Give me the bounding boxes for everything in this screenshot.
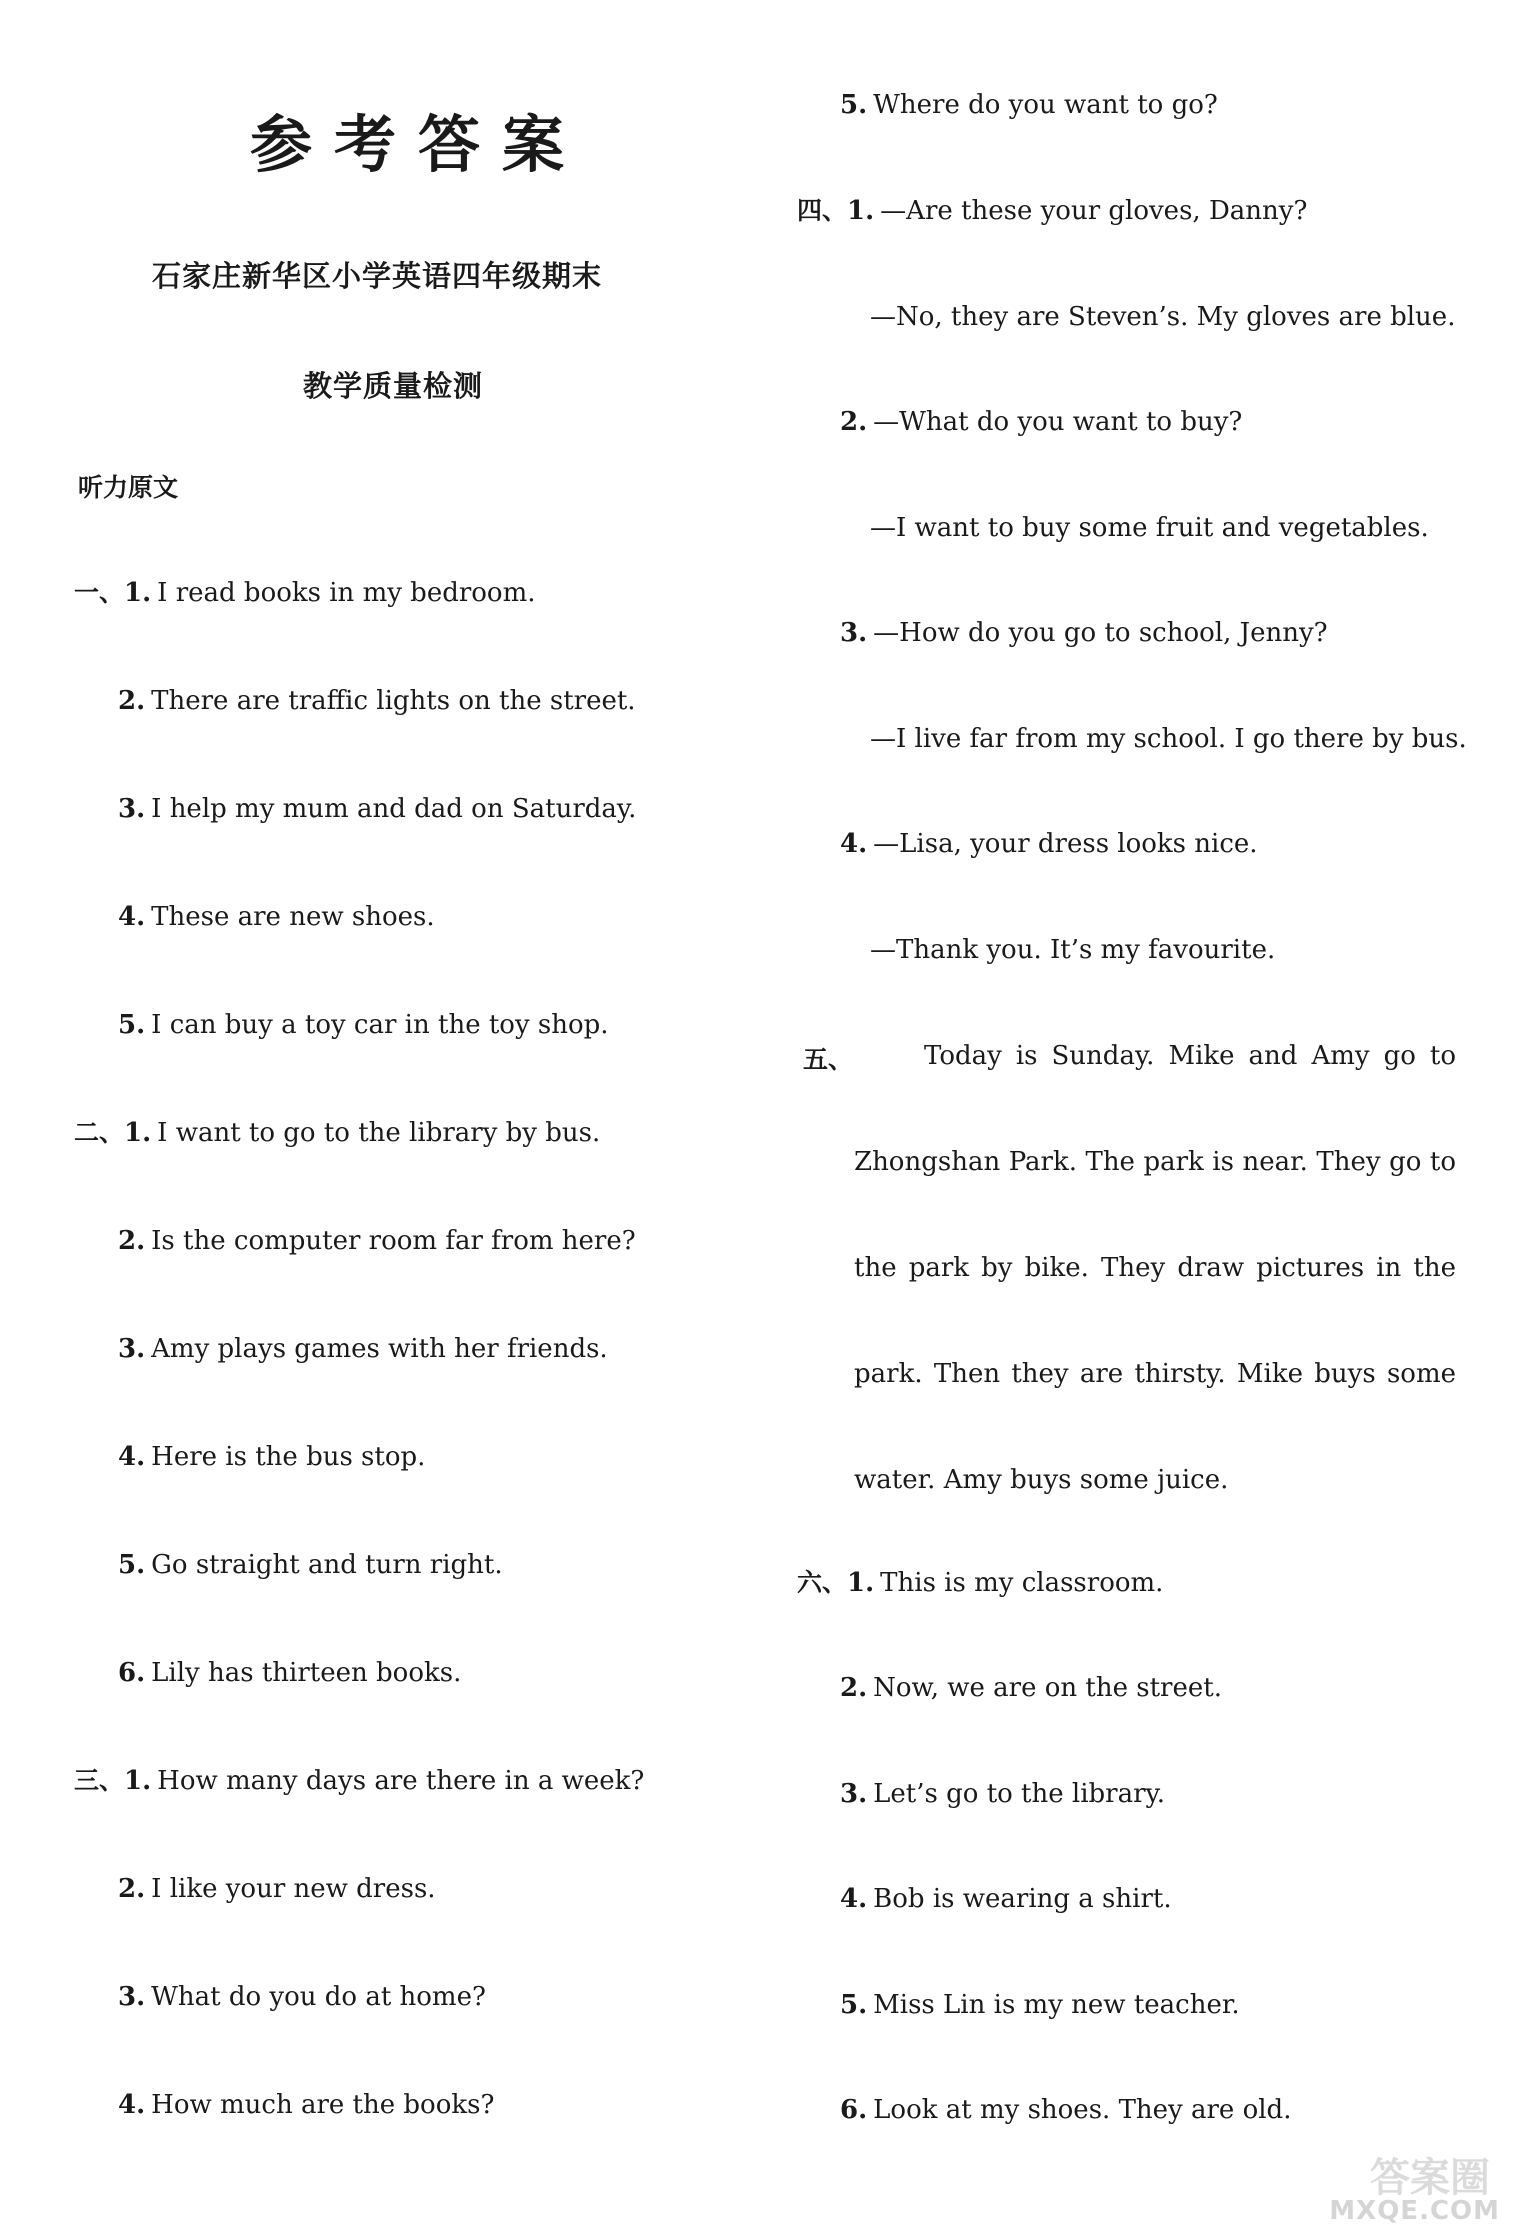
s6-item-1	[797, 1566, 1163, 1600]
s2-item-4	[118, 1440, 425, 1474]
item-text: How much are the books?	[151, 2090, 495, 2120]
listening-transcript-label: 听力原文	[78, 473, 179, 502]
watermark-logo-text: 答案圈	[1370, 2155, 1490, 2201]
item-text: I can buy a toy car in the toy shop.	[151, 1010, 609, 1040]
s1-item-5	[118, 1008, 609, 1042]
s2-item-5	[118, 1548, 503, 1582]
s4-item-3-question	[840, 616, 1328, 650]
s6-item-6	[840, 2093, 1291, 2127]
item-text: There are traffic lights on the street.	[151, 686, 636, 716]
section-marker: 一、	[74, 578, 125, 607]
item-text: —No, they are Steven’s. My gloves are blue.	[870, 302, 1456, 332]
item-text: Lily has thirteen books.	[151, 1658, 462, 1688]
item-number: 1.	[124, 1118, 152, 1148]
item-text: Here is the bus stop.	[151, 1442, 426, 1472]
item-text: I want to go to the library by bus.	[157, 1118, 601, 1148]
watermark-logo	[1320, 2146, 1500, 2226]
item-text: Now, we are on the street.	[873, 1673, 1222, 1703]
item-number: 4.	[840, 829, 868, 859]
item-number: 1.	[847, 196, 875, 226]
s5-paragraph: Today is Sunday. Mike and Amy go to Zhongshan Park. The park is near. They go to the park by bike. They draw pictures in the park. Then they are thirsty. Mike buys some water. Amy buys some juice.	[854, 1041, 1456, 1495]
item-text: Let’s go to the library.	[873, 1779, 1166, 1809]
item-number: 3.	[118, 1982, 146, 2012]
item-number: 4.	[118, 2090, 146, 2120]
watermark-url: MXQE.COM	[1329, 2196, 1500, 2226]
item-number: 3.	[118, 794, 146, 824]
s2-item-6	[118, 1656, 461, 1690]
item-number: 2.	[840, 1673, 868, 1703]
section-marker: 三、	[74, 1766, 125, 1795]
item-text: —Thank you. It’s my favourite.	[870, 935, 1276, 965]
item-number: 1.	[124, 578, 152, 608]
s4-item-1-answer	[870, 300, 1455, 334]
s6-item-2	[840, 1671, 1222, 1705]
item-number: 2.	[118, 1874, 146, 1904]
s3-item-5	[840, 88, 1218, 122]
item-text: —Lisa, your dress looks nice.	[873, 829, 1258, 859]
s3-item-1	[74, 1764, 644, 1798]
item-text: How many days are there in a week?	[157, 1766, 645, 1796]
item-text: I help my mum and dad on Saturday.	[151, 794, 637, 824]
section-marker: 四、	[797, 196, 848, 225]
exam-title-line1: 石家庄新华区小学英语四年级期末	[152, 259, 603, 293]
item-number: 4.	[840, 1884, 868, 1914]
item-number: 5.	[840, 90, 868, 120]
section-marker: 二、	[74, 1118, 125, 1147]
s4-item-4-answer	[870, 933, 1275, 967]
item-text: I like your new dress.	[151, 1874, 436, 1904]
s2-item-3	[118, 1332, 608, 1366]
item-text: What do you do at home?	[151, 1982, 486, 2012]
item-text: —What do you want to buy?	[873, 407, 1243, 437]
item-text: Look at my shoes. They are old.	[873, 2095, 1292, 2125]
s3-item-3	[118, 1980, 486, 2014]
exam-title-line2: 教学质量检测	[303, 369, 484, 403]
s3-item-2	[118, 1872, 436, 1906]
s6-item-4	[840, 1882, 1172, 1916]
item-number: 4.	[118, 1442, 146, 1472]
page-title: 参考答案	[250, 108, 587, 181]
s4-item-2-answer	[870, 511, 1429, 545]
item-text: —I want to buy some fruit and vegetables.	[870, 513, 1429, 543]
s6-item-5	[840, 1988, 1240, 2022]
s1-item-3	[118, 792, 636, 826]
s5-marker: 五、	[803, 1045, 854, 1074]
s3-item-4	[118, 2088, 494, 2122]
item-text: Where do you want to go?	[873, 90, 1218, 120]
s2-item-1	[74, 1116, 600, 1150]
item-text: —I live far from my school. I go there by bus.	[870, 724, 1467, 754]
s4-item-2-question	[840, 405, 1242, 439]
item-text: Miss Lin is my new teacher.	[873, 1990, 1240, 2020]
item-number: 1.	[124, 1766, 152, 1796]
item-text: These are new shoes.	[151, 902, 435, 932]
item-text: —How do you go to school, Jenny?	[873, 618, 1328, 648]
s1-item-2	[118, 684, 636, 718]
item-text: Go straight and turn right.	[151, 1550, 503, 1580]
item-text: Amy plays games with her friends.	[151, 1334, 608, 1364]
item-number: 4.	[118, 902, 146, 932]
item-number: 2.	[840, 407, 868, 437]
item-number: 6.	[840, 2095, 868, 2125]
item-number: 1.	[847, 1568, 875, 1598]
s4-item-3-answer	[870, 722, 1467, 756]
item-number: 3.	[840, 618, 868, 648]
item-number: 5.	[118, 1550, 146, 1580]
item-number: 5.	[118, 1010, 146, 1040]
s6-item-3	[840, 1777, 1165, 1811]
item-text: I read books in my bedroom.	[157, 578, 536, 608]
item-text: Is the computer room far from here?	[151, 1226, 636, 1256]
item-text: This is my classroom.	[880, 1568, 1164, 1598]
item-text: —Are these your gloves, Danny?	[880, 196, 1308, 226]
item-number: 5.	[840, 1990, 868, 2020]
item-number: 2.	[118, 686, 146, 716]
section-marker: 六、	[797, 1568, 848, 1597]
item-number: 6.	[118, 1658, 146, 1688]
s2-item-2	[118, 1224, 636, 1258]
s4-item-1-question	[797, 194, 1307, 228]
item-number: 3.	[840, 1779, 868, 1809]
s1-item-4	[118, 900, 435, 934]
item-text: Bob is wearing a shirt.	[873, 1884, 1172, 1914]
item-number: 2.	[118, 1226, 146, 1256]
s1-item-1	[74, 576, 536, 610]
s4-item-4-question	[840, 827, 1258, 861]
item-number: 3.	[118, 1334, 146, 1364]
